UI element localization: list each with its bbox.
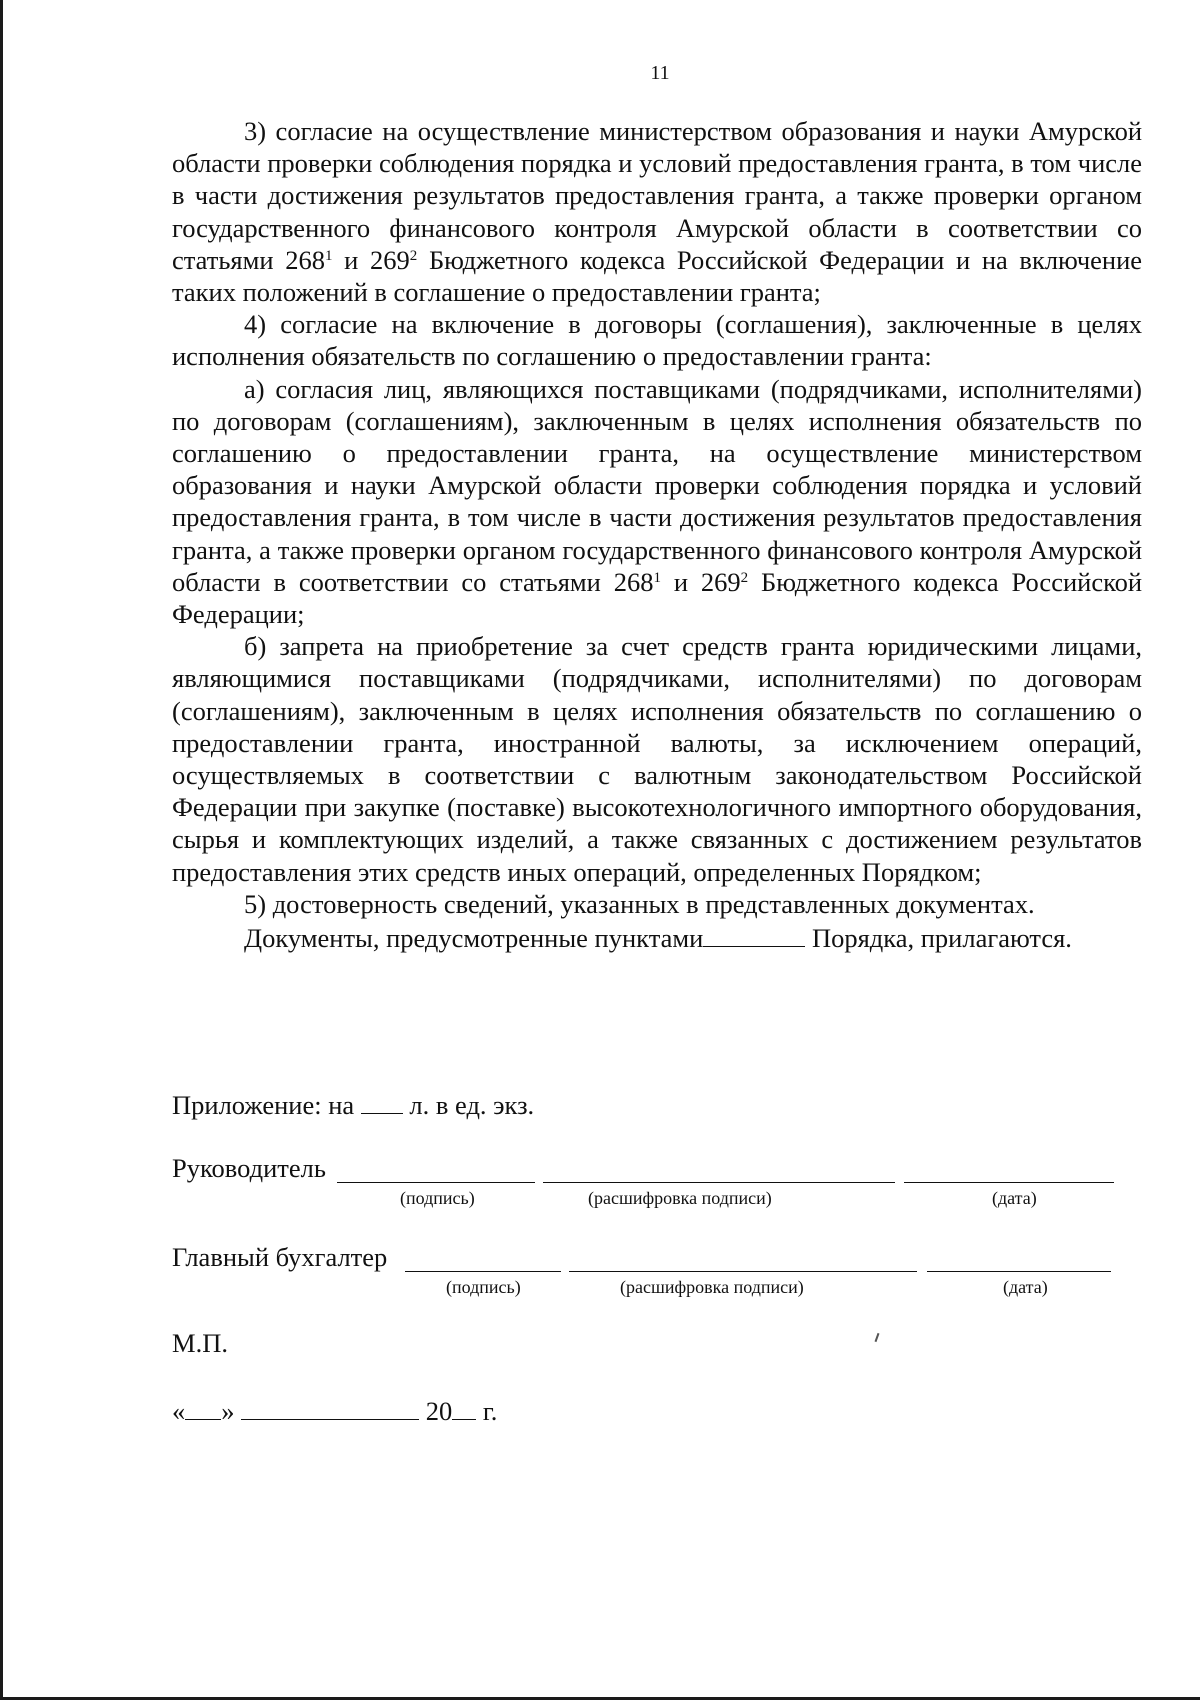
page-number: 11 [650,62,670,84]
scan-artifact-mark [875,1333,880,1342]
paragraph-3 [172,115,1142,308]
date-open-quote: « [172,1396,186,1426]
accountant-decoding-caption: (расшифровка подписи) [620,1277,804,1297]
month-blank-field[interactable] [241,1393,419,1420]
conjunction: и [673,566,689,597]
accountant-signature-caption: (подпись) [446,1277,521,1297]
head-signature-lines [0,1153,1200,1183]
year-suffix: г. [482,1396,498,1426]
paragraph-3-tail: Бюджетного кодекса Российской Федерации и на включение таких положений в соглашение о предоставлении гранта; [172,244,1143,308]
head-signature-field[interactable] [337,1181,535,1183]
head-date-caption: (дата) [992,1188,1037,1208]
head-date-field[interactable] [904,1181,1114,1183]
superscript-2: 2 [740,569,749,586]
superscript-1: 1 [324,247,333,264]
paragraph-a-tail: Бюджетного кодекса Российской Федерации; [172,566,1143,630]
items-blank-field[interactable] [703,920,805,947]
day-blank-field[interactable] [185,1393,221,1420]
conjunction: и [344,244,359,275]
sheet-count-blank[interactable] [361,1087,403,1114]
article-268: 268 [285,244,325,275]
documents-tail: Порядка, прилагаются. [811,923,1072,954]
accountant-decoding-field[interactable] [569,1270,917,1272]
paragraph-a [172,373,1142,631]
article-268: 268 [613,566,654,597]
documents-text: Документы, предусмотренные пунктами [244,923,704,954]
accountant-signature-field[interactable] [405,1270,561,1272]
appendix-prefix: Приложение: на [172,1090,355,1120]
documents-line [172,920,1142,954]
head-decoding-field[interactable] [543,1181,895,1183]
appendix-line [172,1087,534,1121]
article-269: 269 [370,244,410,275]
paragraph-5: 5) достоверность сведений, указанных в представленных документах. [244,888,1035,919]
accountant-date-caption: (дата) [1003,1277,1048,1297]
head-decoding-caption: (расшифровка подписи) [588,1188,772,1208]
year-prefix: 20 [425,1396,453,1426]
paragraph-3-text: 3) согласие на осуществление министерством образования и науки Амурской области проверки соблюдения порядка и условий предоставления гранта, в том числе в части достижения результатов предоставления гранта, а также проверки органом государственного финансового контроля Амурской области в соответствии со статьями [172,116,1142,275]
paragraph-b: б) запрета на приобретение за счет средств гранта юридическими лицами, являющимися поставщиками (подрядчиками, исполнителями) по договорам (соглашениям), заключенным в целях исполнения обязательств по соглашению о предоставлении гранта, иностранной валюты, за исключением операций, осуществляемых в соответствии с валютным законодательством Российской Федерации при закупке (поставке) высокотехнологичного импортного оборудования, сырья и комплектующих изделий, а также связанных с достижением результатов предоставления этих средств иных операций, определенных Порядком; [172,631,1142,887]
accountant-signature-lines [0,1242,1200,1272]
date-close-quote: » [221,1396,235,1426]
date-line [172,1393,497,1427]
paragraph-a-text: а) согласия лиц, являющихся поставщиками (подрядчиками, исполнителями) по договорам (соглашениям), заключенным в целях исполнения обязательств по соглашению о предоставлении гранта, на осуществление министерством образования и науки Амурской области проверки соблюдения порядка и условий предоставления гранта, в том числе в части достижения результатов предоставления гранта, а также проверки органом государственного финансового контроля Амурской области в соответствии со статьями [172,373,1142,597]
head-label: Руководитель [172,1153,326,1183]
appendix-suffix: л. в ед. экз. [409,1090,535,1120]
paragraph-4: 4) согласие на включение в договоры (соглашения), заключенные в целях исполнения обязательств по соглашению о предоставлении гранта: [172,309,1142,372]
document-body [172,115,1142,954]
accountant-date-field[interactable] [927,1270,1111,1272]
year-blank-field[interactable] [452,1393,476,1420]
article-269: 269 [700,566,741,597]
superscript-2: 2 [409,247,418,264]
superscript-1: 1 [653,569,661,586]
stamp-label: М.П. [172,1328,228,1358]
accountant-label: Главный бухгалтер [172,1242,388,1272]
head-signature-caption: (подпись) [400,1188,475,1208]
